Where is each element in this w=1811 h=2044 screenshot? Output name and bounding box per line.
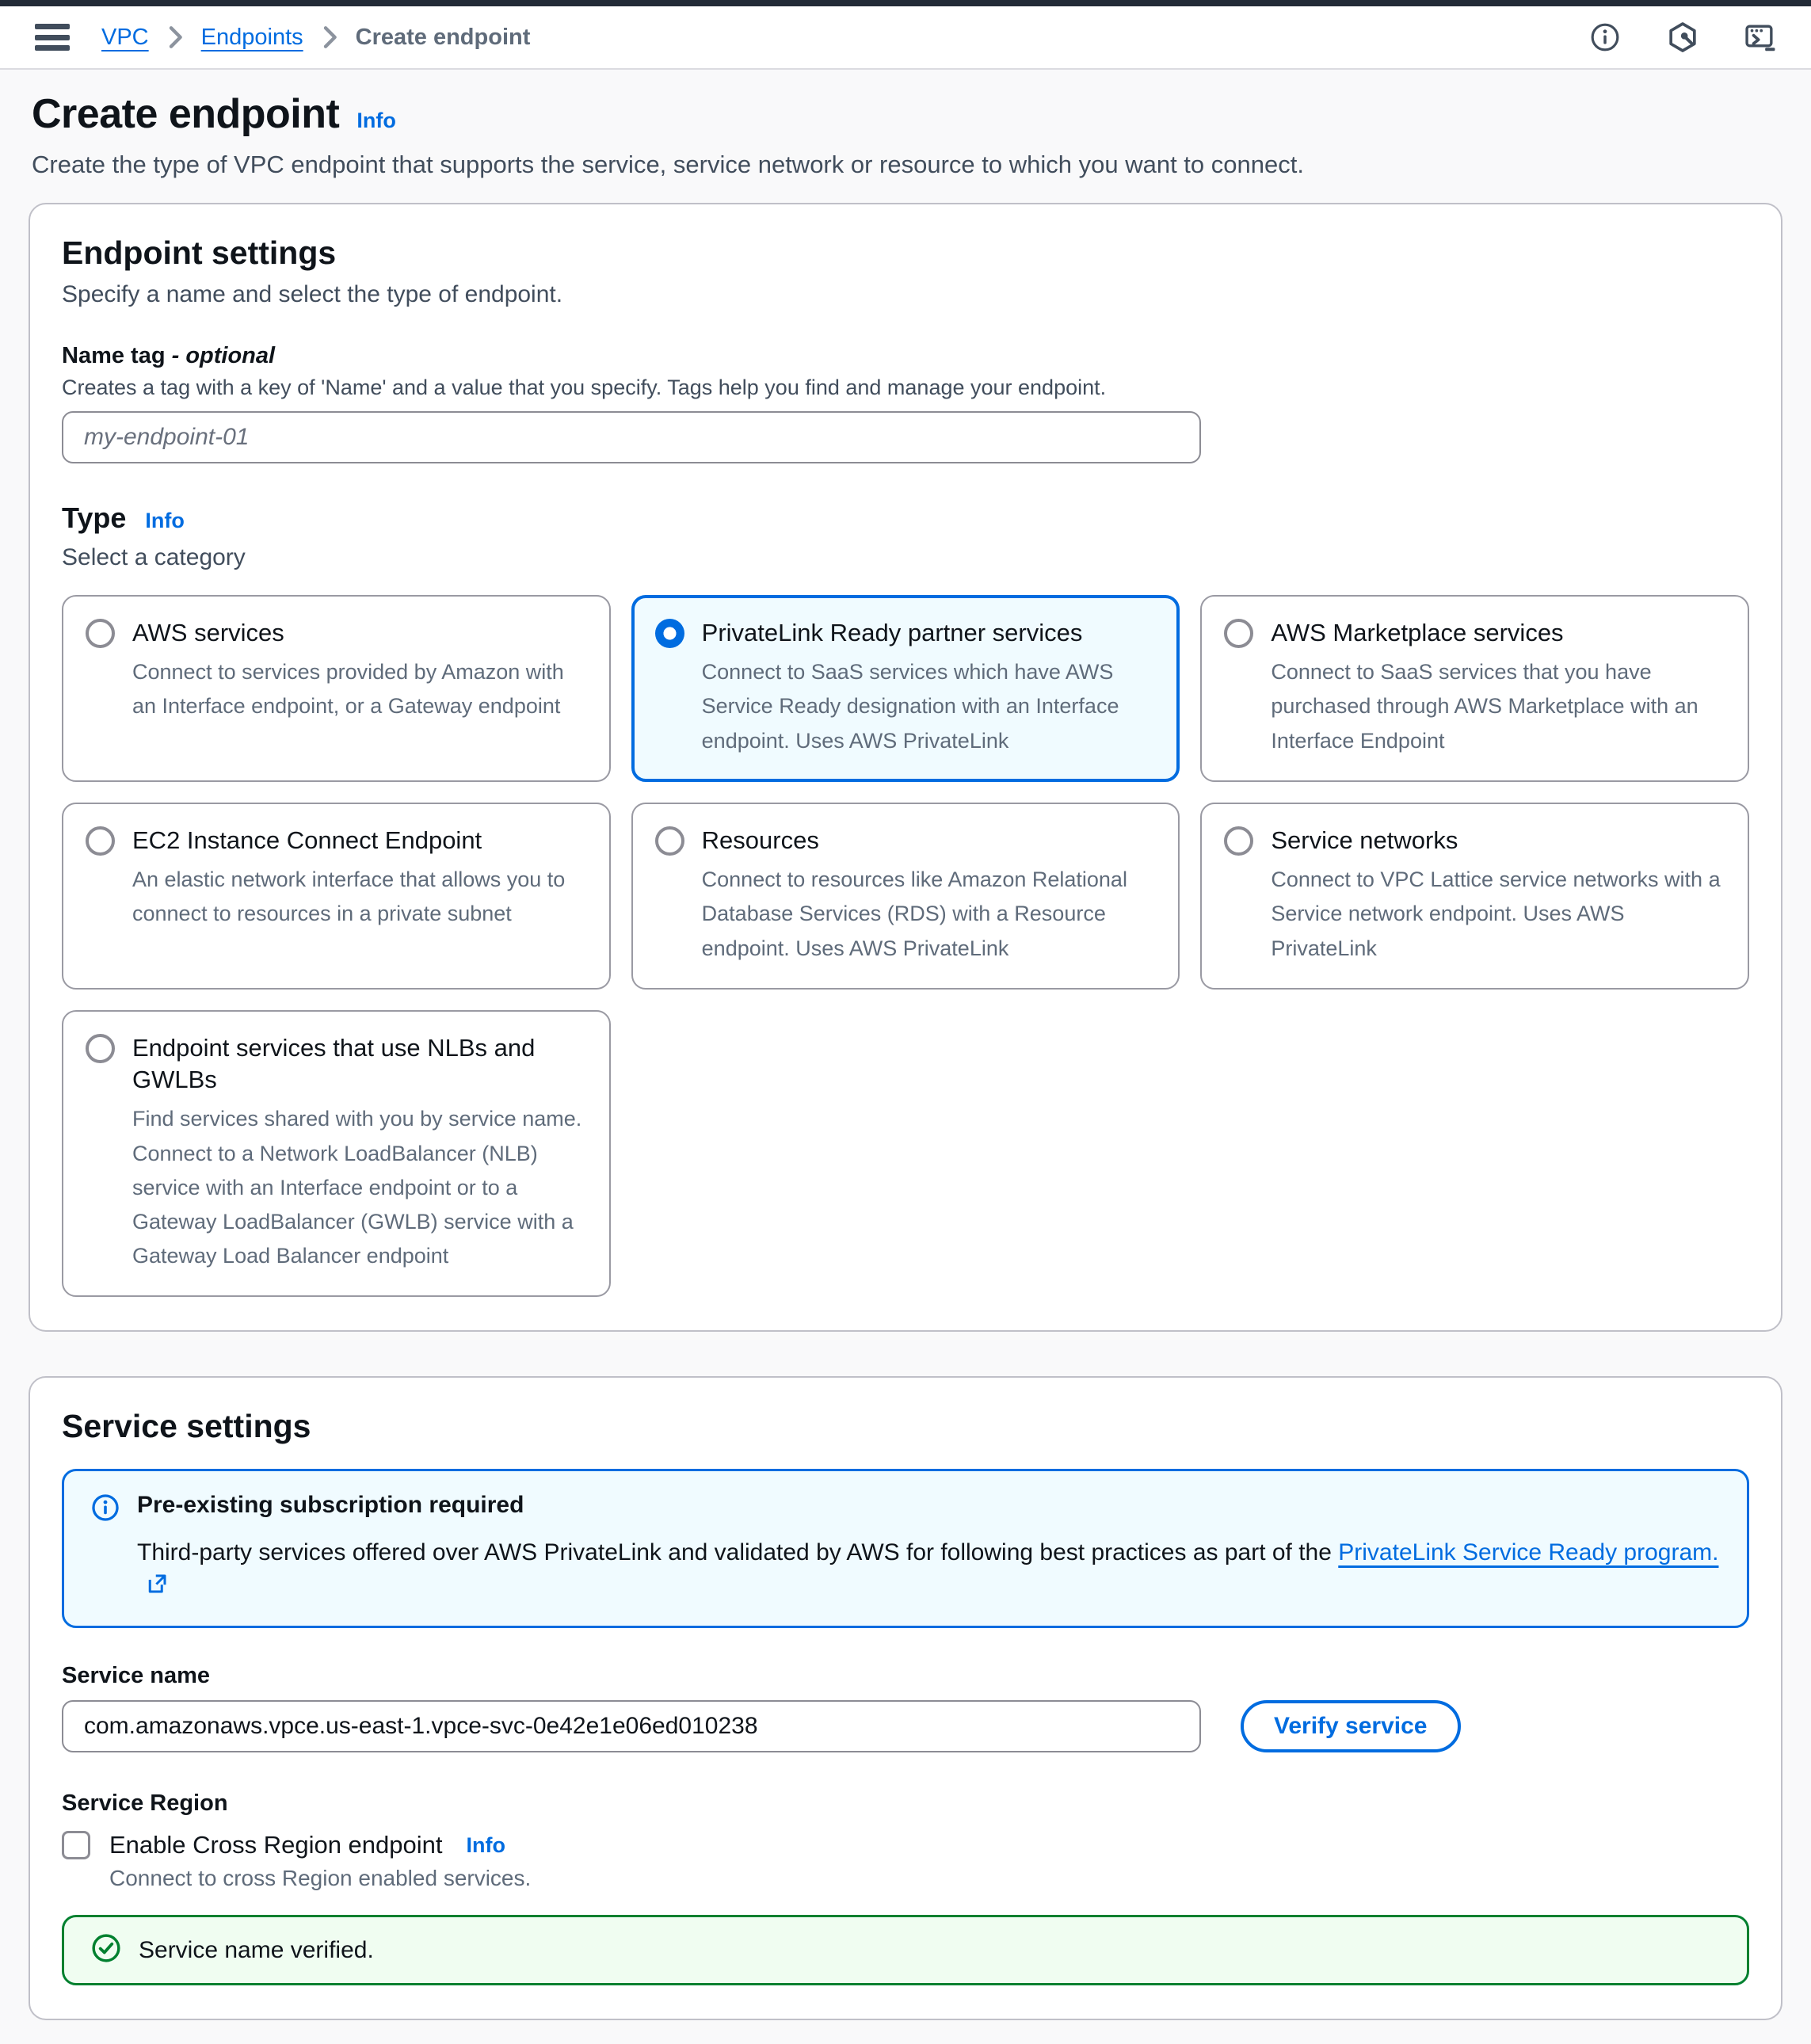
name-tag-input[interactable] [62,411,1201,463]
type-option-title: Resources [701,826,819,854]
type-option-description: Connect to services provided by Amazon with an Interface endpoint, or a Gateway endpoint [132,660,564,719]
type-option-endpoint-services-nlb-gwlb[interactable] [62,1010,611,1298]
page-info-link[interactable]: Info [356,109,396,132]
breadcrumb-link-vpc[interactable]: VPC [101,24,149,50]
type-label: Type [62,501,127,534]
success-check-icon [91,1933,121,1967]
enable-cross-region-checkbox[interactable] [62,1831,90,1859]
verify-service-button[interactable]: Verify service [1241,1700,1461,1752]
service-verified-alert [62,1915,1749,1985]
cross-region-description: Connect to cross Region enabled services. [109,1866,532,1891]
alert-body: Third-party services offered over AWS PrivateLink and validated by AWS for following best practices as part of the PrivateLink Service Ready program. [137,1536,1720,1605]
type-option-grid [62,595,1749,1297]
cross-region-info-link[interactable]: Info [466,1832,505,1857]
radio-icon[interactable] [86,826,115,856]
radio-icon[interactable] [86,619,115,648]
service-settings-section [29,1376,1782,2020]
radio-icon[interactable] [86,1034,115,1063]
chevron-right-icon [166,25,184,49]
type-option-description: Find services shared with you by service name. Connect to a Network LoadBalancer (NLB) service with an Interface endpoint or to a Gateway LoadBalancer (GWLB) service with a Gateway Load Balancer endpoint [132,1107,582,1268]
privatelink-service-ready-program-link[interactable]: PrivateLink Service Ready program. [1338,1539,1719,1566]
type-option-description: Connect to SaaS services that you have purchased through AWS Marketplace with an Interface Endpoint [1271,660,1699,753]
type-option-description: Connect to resources like Amazon Relational Database Services (RDS) with a Resource endpoint. Uses AWS PrivateLink [701,868,1127,960]
name-tag-description: Creates a tag with a key of 'Name' and a value that you specify. Tags help you find and manage your endpoint. [62,376,1107,399]
breadcrumb [101,25,530,51]
type-option-aws-services[interactable] [62,595,611,782]
type-subheading: Select a category [62,544,246,570]
type-option-title: AWS services [132,619,284,646]
radio-icon[interactable] [1224,619,1253,648]
type-option-description: An elastic network interface that allows you to connect to resources in a private subnet [132,868,566,926]
cloudshell-icon[interactable] [1744,21,1776,53]
endpoint-settings-section [29,203,1782,1332]
alert-message: Service name verified. [139,1936,374,1963]
type-option-title: PrivateLink Ready partner services [701,619,1083,646]
type-option-description: Connect to VPC Lattice service networks with a Service network endpoint. Uses AWS PrivateLink [1271,868,1721,960]
type-option-title: AWS Marketplace services [1271,619,1564,646]
page-title: Create endpoint [32,91,340,137]
service-region-label: Service Region [62,1790,228,1817]
radio-icon[interactable] [1224,826,1253,856]
type-option-description: Connect to SaaS services which have AWS Service Ready designation with an Interface endpoint. Uses AWS PrivateLink [701,660,1119,753]
radio-icon[interactable] [655,826,684,856]
chevron-right-icon [321,25,338,49]
type-option-privatelink-ready-partner-services[interactable] [631,595,1180,782]
page-description: Create the type of VPC endpoint that supports the service, service network or resource to which you want to connect. [32,151,1304,178]
amazon-q-icon[interactable] [1667,21,1699,53]
info-panel-icon[interactable] [1589,21,1621,53]
info-circle-icon [91,1493,120,1605]
type-info-link[interactable]: Info [145,509,185,532]
service-settings-heading: Service settings [62,1408,311,1445]
type-option-aws-marketplace-services[interactable] [1200,595,1749,782]
subscription-required-alert [62,1469,1749,1628]
console-top-nav-edge [0,0,1811,6]
type-option-service-networks[interactable] [1200,803,1749,990]
type-option-ec2-instance-connect-endpoint[interactable] [62,803,611,990]
type-option-title: Service networks [1271,826,1458,854]
radio-selected-icon[interactable] [655,619,684,648]
service-name-label: Service name [62,1663,211,1689]
menu-icon[interactable] [35,24,70,51]
endpoint-settings-heading: Endpoint settings [62,235,337,271]
endpoint-settings-subheading: Specify a name and select the type of endpoint. [62,281,563,307]
type-option-title: Endpoint services that use NLBs and GWLBs [132,1033,536,1094]
enable-cross-region-label: Enable Cross Region endpoint [109,1831,443,1859]
name-tag-optional-flag: - optional [171,343,276,368]
alert-title: Pre-existing subscription required [137,1492,524,1519]
type-option-title: EC2 Instance Connect Endpoint [132,826,482,854]
breadcrumb-bar [0,6,1811,70]
breadcrumb-current: Create endpoint [355,24,531,50]
type-option-resources[interactable] [631,803,1180,990]
breadcrumb-link-endpoints[interactable]: Endpoints [200,24,303,50]
service-name-input[interactable] [62,1700,1201,1752]
external-link-icon[interactable] [145,1572,169,1605]
name-tag-label: Name tag - optional [62,343,276,368]
